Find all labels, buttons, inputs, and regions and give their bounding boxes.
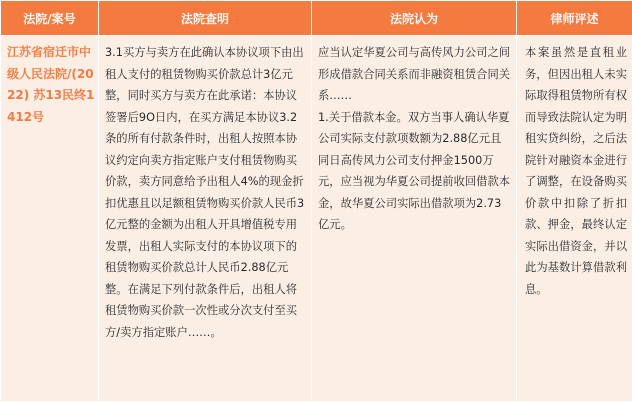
- header-court-case: 法院/案号: [1, 1, 99, 36]
- header-court-opinion: 法院认为: [312, 1, 517, 36]
- header-row: [1, 1, 632, 36]
- cell-court-case: 江苏省宿迁市中级人民法院/(2022) 苏13民终1412号: [1, 36, 99, 402]
- cell-lawyer-comment: 本案虽然是直租业务，但因出租人未实际取得租赁物所有权而导致法院认定为明租实贷纠纷，之后法院针对融资本金进行了调整，在设备购买价款中扣除了折扣款、押金，最终认定实际出借资金，并以此为基数计算借款利息。: [517, 36, 632, 402]
- header-lawyer-comment: 律师评述: [517, 1, 632, 36]
- cell-court-findings: 3.1买方与卖方在此确认本协议项下由出租人支付的租赁物购买价款总计3亿元整，同时买方与卖方在此承诺：本协议签署后9O日内，在买方满足本协议3.2条的所有付款条件时，出租人按照本协议约定向卖方指定账户支付租赁物购买价款，卖方同意给予出租人4%的现金折扣优惠且以足额租赁物购买价款人民币3亿元整的金额为出租人开具增值税专用发票，出租人实际支付的本协议项下的租赁物购买价款总计人民币2.88亿元整。在满足下列付款条件后，出租人将租赁物购买价款一次性或分次支付至买方/卖方指定账户……。: [99, 36, 312, 402]
- table-row: [1, 36, 632, 402]
- cell-court-opinion: 应当认定华夏公司与高传风力公司之间形成借款合同关系而非融资租赁合同关系…… 1.关于借款本金。双方当事人确认华夏公司实际支付款项数额为2.88亿元且同日高传风力公司支付押金1500万元，应当视为华夏公司提前收回借款本金，故华夏公司实际出借款项为2.73亿元。: [312, 36, 517, 402]
- header-court-findings: 法院查明: [99, 1, 312, 36]
